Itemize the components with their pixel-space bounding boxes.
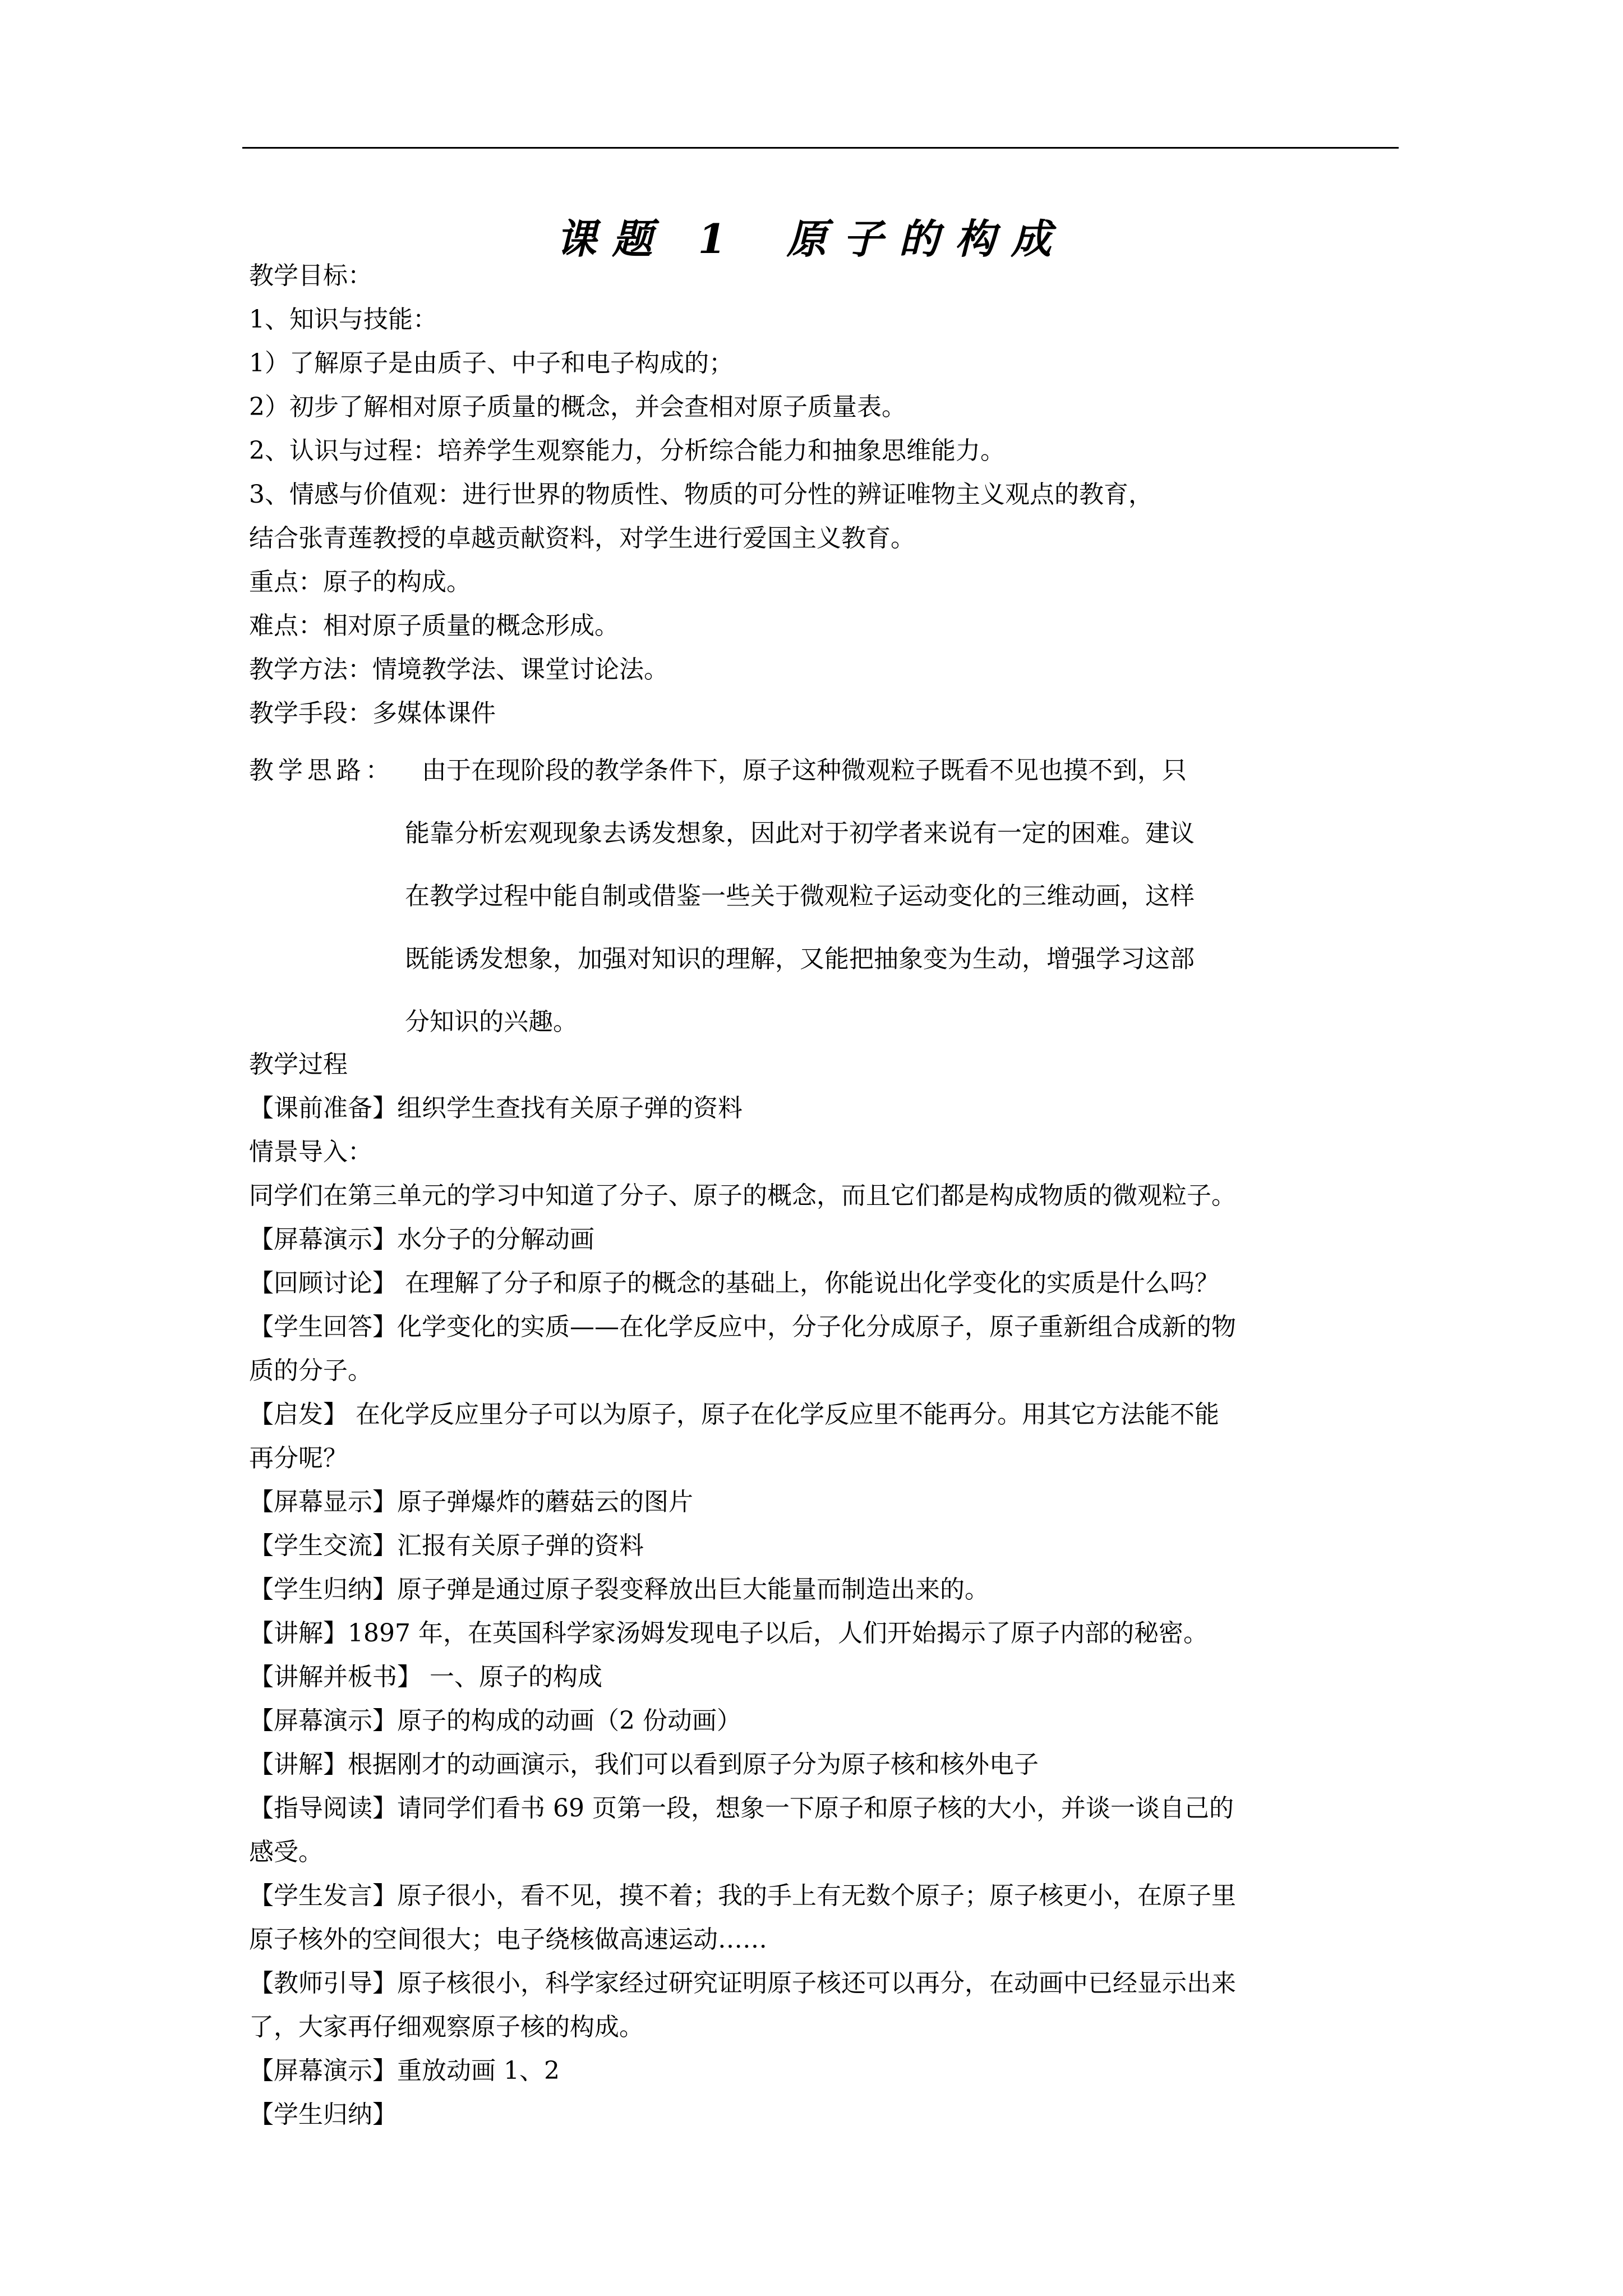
process-line-08: 【屏幕显示】原子弹爆炸的蘑菇云的图片 bbox=[249, 1488, 693, 1516]
teaching-idea-line-1: 由于在现阶段的教学条件下，原子这种微观粒子既看不见也摸不到，只 bbox=[422, 756, 1187, 785]
teaching-idea-line-4: 既能诱发想象，加强对知识的理解，又能把抽象变为生动，增强学习这部 bbox=[405, 945, 1195, 973]
objective-3-line-1: 3、情感与价值观：进行世界的物质性、物质的可分性的辨证唯物主义观点的教育， bbox=[249, 480, 1153, 509]
process-line-13: 【屏幕演示】原子的构成的动画（2 份动画） bbox=[249, 1706, 741, 1735]
objective-3-line-2: 结合张青莲教授的卓越贡献资料，对学生进行爱国主义教育。 bbox=[249, 524, 915, 553]
process-line-10: 【学生归纳】原子弹是通过原子裂变释放出巨大能量而制造出来的。 bbox=[249, 1575, 989, 1604]
objective-2: 2、认识与过程：培养学生观察能力，分析综合能力和抽象思维能力。 bbox=[249, 436, 1005, 465]
process-line-18: 【屏幕演示】重放动画 1、2 bbox=[249, 2056, 560, 2085]
process-line-07b: 再分呢？ bbox=[249, 1444, 348, 1473]
title-part-1: 课题 1 bbox=[556, 215, 742, 263]
process-line-14: 【讲解】根据刚才的动画演示，我们可以看到原子分为原子核和核外电子 bbox=[249, 1750, 1039, 1779]
process-line-19: 【学生归纳】 bbox=[249, 2100, 397, 2129]
process-line-11: 【讲解】1897 年，在英国科学家汤姆发现电子以后，人们开始揭示了原子内部的秘密。 bbox=[249, 1619, 1208, 1648]
process-line-15a: 【指导阅读】请同学们看书 69 页第一段，想象一下原子和原子核的大小，并谈一谈自己的 bbox=[249, 1794, 1234, 1823]
difficulty: 难点：相对原子质量的概念形成。 bbox=[249, 611, 619, 640]
process-line-05: 【回顾讨论】 在理解了分子和原子的概念的基础上，你能说出化学变化的实质是什么吗？ bbox=[249, 1269, 1219, 1297]
process-line-15b: 感受。 bbox=[249, 1838, 323, 1866]
process-line-16a: 【学生发言】原子很小，看不见，摸不着；我的手上有无数个原子；原子核更小，在原子里 bbox=[249, 1881, 1236, 1910]
process-line-12: 【讲解并板书】 一、原子的构成 bbox=[249, 1663, 602, 1691]
process-line-06b: 质的分子。 bbox=[249, 1356, 372, 1385]
header-rule bbox=[242, 147, 1399, 149]
teaching-idea-line-2: 能靠分析宏观现象去诱发想象，因此对于初学者来说有一定的困难。建议 bbox=[405, 819, 1195, 848]
key-point: 重点：原子的构成。 bbox=[249, 568, 471, 596]
process-line-01: 【课前准备】组织学生查找有关原子弹的资料 bbox=[249, 1094, 743, 1122]
title-part-2: 原子的构成 bbox=[786, 215, 1067, 263]
page-title bbox=[0, 206, 1623, 265]
objective-1: 1、知识与技能： bbox=[249, 305, 437, 334]
objective-1-2: 2）初步了解相对原子质量的概念，并会查相对原子质量表。 bbox=[249, 393, 906, 421]
process-line-04: 【屏幕演示】水分子的分解动画 bbox=[249, 1225, 594, 1254]
teaching-idea-line-3: 在教学过程中能自制或借鉴一些关于微观粒子运动变化的三维动画，这样 bbox=[405, 882, 1195, 910]
teaching-means: 教学手段：多媒体课件 bbox=[249, 699, 496, 728]
process-line-02: 情景导入： bbox=[249, 1138, 372, 1166]
teaching-method: 教学方法：情境教学法、课堂讨论法。 bbox=[249, 655, 668, 684]
process-line-06a: 【学生回答】化学变化的实质——在化学反应中，分子化分成原子，原子重新组合成新的物 bbox=[249, 1313, 1236, 1341]
process-line-07a: 【启发】 在化学反应里分子可以为原子，原子在化学反应里不能再分。用其它方法能不能 bbox=[249, 1400, 1219, 1429]
objective-1-1: 1）了解原子是由质子、中子和电子构成的； bbox=[249, 349, 734, 378]
process-line-03: 同学们在第三单元的学习中知道了分子、原子的概念，而且它们都是构成物质的微观粒子。 bbox=[249, 1181, 1236, 1210]
teaching-idea-line-5: 分知识的兴趣。 bbox=[405, 1007, 578, 1036]
process-line-09: 【学生交流】汇报有关原子弹的资料 bbox=[249, 1531, 644, 1560]
process-line-17b: 了，大家再仔细观察原子核的构成。 bbox=[249, 2013, 644, 2041]
objectives-heading: 教学目标： bbox=[249, 261, 372, 290]
teaching-idea-label: 教学思路： bbox=[249, 756, 395, 785]
process-line-16b: 原子核外的空间很大；电子绕核做高速运动…… bbox=[249, 1925, 767, 1954]
process-line-17a: 【教师引导】原子核很小，科学家经过研究证明原子核还可以再分，在动画中已经显示出来 bbox=[249, 1969, 1236, 1998]
process-heading: 教学过程 bbox=[249, 1050, 348, 1079]
